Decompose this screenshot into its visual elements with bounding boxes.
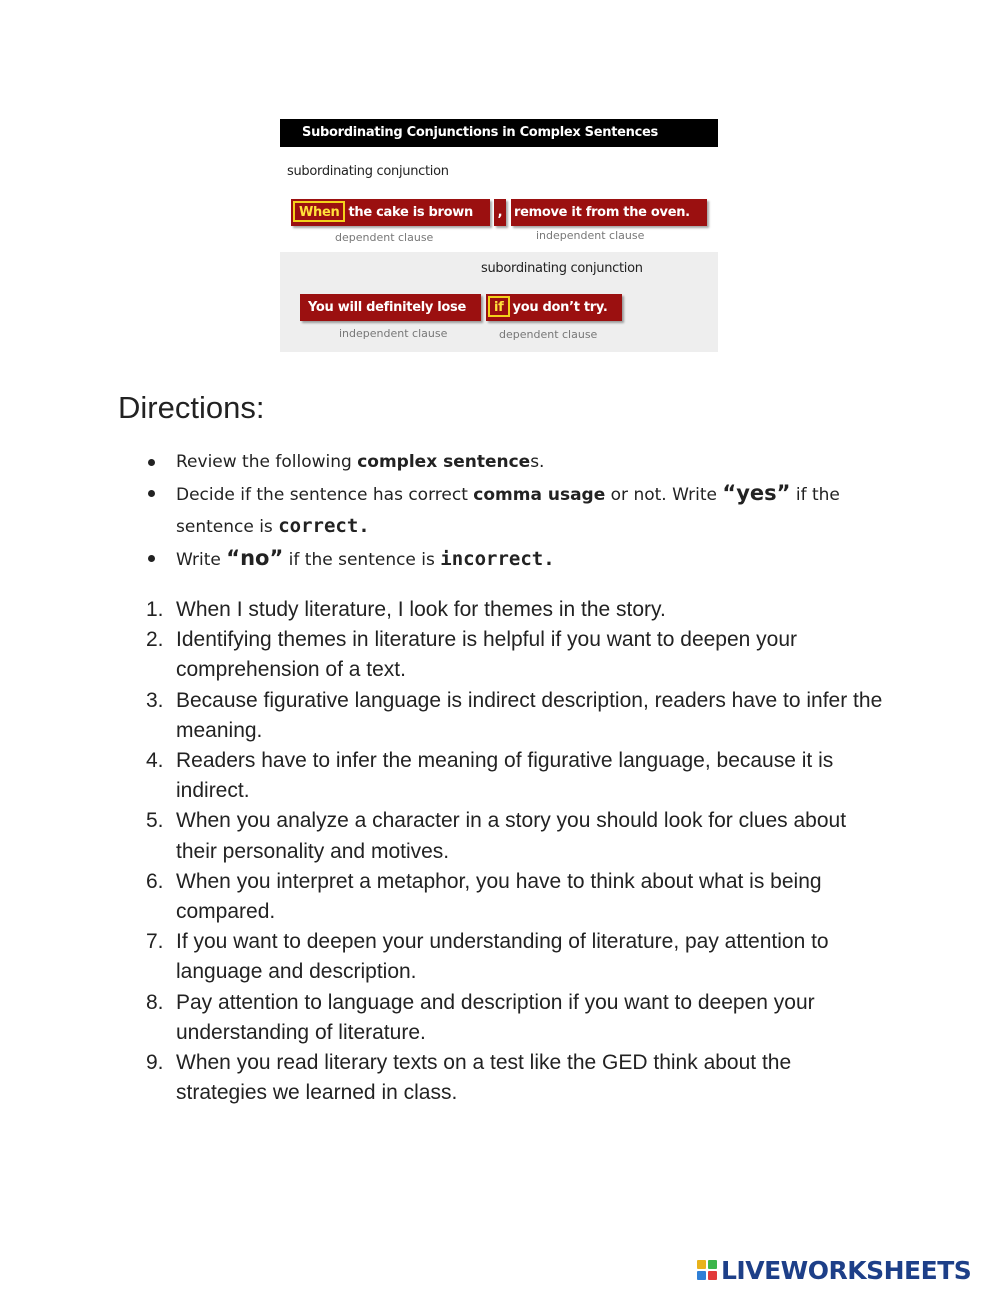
- example1-conjunction-label: subordinating conjunction: [287, 164, 449, 179]
- sentence-text: Because figurative language is indirect description, readers have to infer the meaning.: [176, 688, 883, 742]
- example2-independent-clause-chip: You will definitely lose: [300, 294, 481, 321]
- bullet-icon: [148, 459, 155, 466]
- direction-text: if the sentence is: [176, 485, 840, 537]
- sentence-number: 4.: [146, 749, 164, 773]
- directions-heading: Directions:: [118, 390, 265, 425]
- logo-square-icon: [708, 1260, 717, 1269]
- sentence-item: [146, 595, 886, 625]
- direction-text: s.: [530, 452, 545, 472]
- direction-item: [146, 447, 906, 478]
- sentence-text: If you want to deepen your understanding of literature, pay attention to language and description.: [176, 930, 829, 984]
- sentence-item: [146, 988, 886, 1048]
- sentence-item: [146, 867, 886, 927]
- sentence-number: 5.: [146, 809, 164, 833]
- direction-text: Decide if the sentence has correct: [176, 485, 474, 505]
- example1-dependent-caption: dependent clause: [335, 231, 434, 244]
- liveworksheets-logo-icon: [697, 1260, 717, 1280]
- figure-title: Subordinating Conjunctions in Complex Sentences: [280, 119, 718, 147]
- direction-item: [146, 543, 906, 576]
- sentence-text: When you interpret a metaphor, you have to think about what is being compared.: [176, 869, 822, 924]
- logo-square-icon: [697, 1271, 706, 1280]
- sentence-number: 9.: [146, 1051, 164, 1075]
- direction-bold: comma usage: [473, 485, 606, 505]
- direction-text: or not. Write: [605, 485, 723, 505]
- sentence-item: [146, 927, 886, 987]
- sentence-item: [146, 1048, 886, 1108]
- direction-item: [146, 478, 906, 543]
- sentence-item: [146, 625, 886, 685]
- sentence-number: 2.: [146, 628, 164, 652]
- direction-text: Review the following: [176, 452, 358, 472]
- direction-text: Write: [176, 550, 227, 570]
- sentence-number: 1.: [146, 598, 164, 621]
- sentence-text: When I study literature, I look for themes in the story.: [176, 598, 666, 621]
- example1-conjunction: When: [293, 201, 345, 222]
- incorrect-keyword: incorrect.: [440, 548, 555, 570]
- example1-dependent-text: the cake is brown: [348, 205, 473, 220]
- correct-keyword: correct.: [278, 515, 370, 537]
- sentence-number: 3.: [146, 688, 164, 712]
- sentence-text: Identifying themes in literature is helpful if you want to deepen your comprehension of a text.: [176, 628, 798, 682]
- bullet-icon: [148, 555, 155, 562]
- yes-keyword: “yes”: [722, 481, 791, 505]
- liveworksheets-logo[interactable]: [697, 1256, 971, 1284]
- example1-comma-chip: ,: [494, 199, 506, 226]
- logo-square-icon: [697, 1260, 706, 1269]
- sentence-number: 8.: [146, 990, 164, 1014]
- sentence-number: 6.: [146, 869, 164, 893]
- logo-square-icon: [708, 1271, 717, 1280]
- example2-conjunction: if: [488, 296, 510, 317]
- example2-independent-caption: independent clause: [339, 327, 448, 340]
- sentence-list: [146, 595, 886, 1108]
- no-keyword: “no”: [226, 546, 284, 570]
- sentence-item: [146, 746, 886, 806]
- directions-list: [146, 447, 906, 576]
- example1-dependent-clause-chip: [291, 199, 490, 226]
- subordinating-conjunctions-figure: [280, 119, 718, 352]
- sentence-text: When you analyze a character in a story you should look for clues about their personality and motives.: [176, 809, 847, 863]
- sentence-text: Readers have to infer the meaning of figurative language, because it is indirect.: [176, 749, 834, 803]
- example2-conjunction-label: subordinating conjunction: [481, 261, 643, 276]
- bullet-icon: [148, 490, 155, 497]
- sentence-text: Pay attention to language and description if you want to deepen your understanding of literature.: [176, 990, 815, 1044]
- direction-bold: complex sentence: [357, 452, 531, 472]
- sentence-item: [146, 686, 886, 746]
- sentence-item: [146, 806, 886, 866]
- example1-independent-clause-chip: remove it from the oven.: [511, 199, 707, 226]
- example1-independent-caption: independent clause: [536, 229, 645, 242]
- example2-dependent-text: you don’t try.: [512, 300, 608, 315]
- logo-text: LIVEWORKSHEETS: [721, 1255, 972, 1285]
- sentence-number: 7.: [146, 930, 164, 954]
- sentence-text: When you read literary texts on a test like the GED think about the strategies we learned in class.: [176, 1051, 792, 1105]
- example2-dependent-caption: dependent clause: [499, 328, 598, 341]
- direction-text: if the sentence is: [283, 550, 441, 570]
- example2-dependent-clause-chip: [486, 294, 622, 321]
